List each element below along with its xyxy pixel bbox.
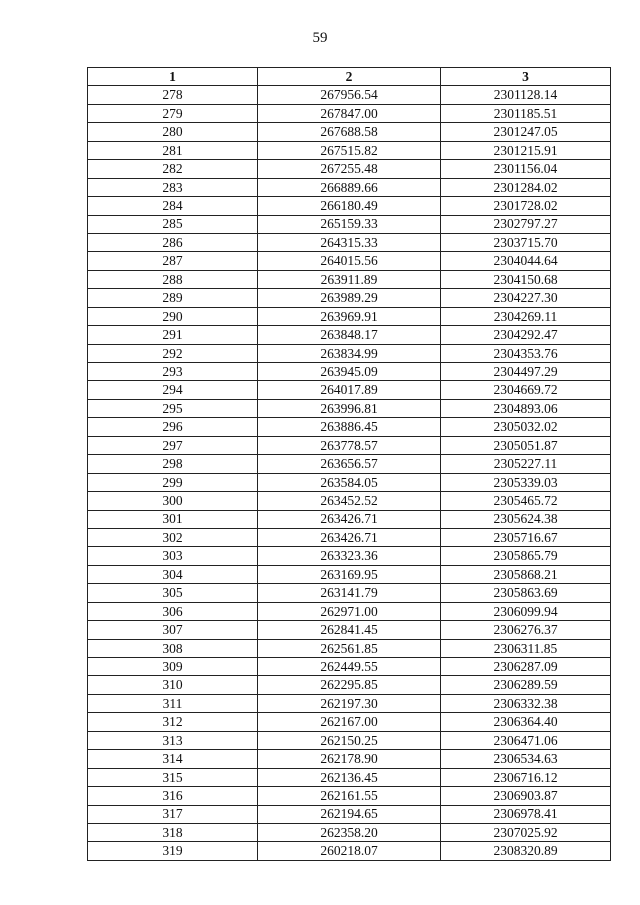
table-row <box>88 344 611 362</box>
cell-y-coordinate: 2305868.21 <box>441 565 611 583</box>
table-row <box>88 787 611 805</box>
cell-y-coordinate: 2306332.38 <box>441 694 611 712</box>
cell-x-coordinate: 264015.56 <box>258 252 441 270</box>
cell-point-number: 300 <box>88 492 258 510</box>
cell-point-number: 310 <box>88 676 258 694</box>
cell-y-coordinate: 2304150.68 <box>441 270 611 288</box>
cell-point-number: 282 <box>88 160 258 178</box>
table-row <box>88 658 611 676</box>
table-row <box>88 694 611 712</box>
table-row <box>88 768 611 786</box>
cell-x-coordinate: 263323.36 <box>258 547 441 565</box>
cell-y-coordinate: 2306978.41 <box>441 805 611 823</box>
table-row <box>88 197 611 215</box>
cell-x-coordinate: 262136.45 <box>258 768 441 786</box>
cell-y-coordinate: 2301128.14 <box>441 86 611 104</box>
cell-point-number: 308 <box>88 639 258 657</box>
cell-point-number: 293 <box>88 363 258 381</box>
table-row <box>88 713 611 731</box>
cell-y-coordinate: 2301728.02 <box>441 197 611 215</box>
cell-y-coordinate: 2301156.04 <box>441 160 611 178</box>
column-header-y: 3 <box>441 68 611 86</box>
cell-x-coordinate: 263141.79 <box>258 584 441 602</box>
column-header-x: 2 <box>258 68 441 86</box>
cell-x-coordinate: 262178.90 <box>258 750 441 768</box>
cell-point-number: 313 <box>88 731 258 749</box>
table-row <box>88 326 611 344</box>
table-row <box>88 363 611 381</box>
cell-point-number: 279 <box>88 104 258 122</box>
table-body <box>88 86 611 860</box>
cell-point-number: 283 <box>88 178 258 196</box>
cell-point-number: 281 <box>88 141 258 159</box>
cell-point-number: 298 <box>88 455 258 473</box>
table-row <box>88 381 611 399</box>
table-row <box>88 584 611 602</box>
table-row <box>88 473 611 491</box>
cell-x-coordinate: 263848.17 <box>258 326 441 344</box>
cell-point-number: 286 <box>88 233 258 251</box>
table-row <box>88 252 611 270</box>
table-row <box>88 104 611 122</box>
cell-y-coordinate: 2305716.67 <box>441 528 611 546</box>
cell-x-coordinate: 263886.45 <box>258 418 441 436</box>
cell-x-coordinate: 263834.99 <box>258 344 441 362</box>
cell-x-coordinate: 262295.85 <box>258 676 441 694</box>
cell-point-number: 314 <box>88 750 258 768</box>
table-row <box>88 455 611 473</box>
table-header-row <box>88 68 611 86</box>
table-row <box>88 123 611 141</box>
cell-point-number: 280 <box>88 123 258 141</box>
cell-y-coordinate: 2301215.91 <box>441 141 611 159</box>
cell-y-coordinate: 2306276.37 <box>441 621 611 639</box>
table-row <box>88 621 611 639</box>
cell-x-coordinate: 263169.95 <box>258 565 441 583</box>
cell-x-coordinate: 263996.81 <box>258 399 441 417</box>
cell-y-coordinate: 2305032.02 <box>441 418 611 436</box>
cell-point-number: 304 <box>88 565 258 583</box>
table-row <box>88 639 611 657</box>
cell-point-number: 290 <box>88 307 258 325</box>
cell-y-coordinate: 2304227.30 <box>441 289 611 307</box>
cell-y-coordinate: 2304669.72 <box>441 381 611 399</box>
cell-x-coordinate: 262841.45 <box>258 621 441 639</box>
cell-x-coordinate: 263584.05 <box>258 473 441 491</box>
cell-y-coordinate: 2304269.11 <box>441 307 611 325</box>
cell-x-coordinate: 263911.89 <box>258 270 441 288</box>
table-row <box>88 565 611 583</box>
cell-y-coordinate: 2304497.29 <box>441 363 611 381</box>
cell-y-coordinate: 2306099.94 <box>441 602 611 620</box>
cell-y-coordinate: 2305624.38 <box>441 510 611 528</box>
cell-point-number: 295 <box>88 399 258 417</box>
cell-y-coordinate: 2305051.87 <box>441 436 611 454</box>
cell-x-coordinate: 262971.00 <box>258 602 441 620</box>
cell-x-coordinate: 262561.85 <box>258 639 441 657</box>
cell-x-coordinate: 263969.91 <box>258 307 441 325</box>
cell-point-number: 288 <box>88 270 258 288</box>
table-row <box>88 418 611 436</box>
cell-y-coordinate: 2306534.63 <box>441 750 611 768</box>
cell-point-number: 309 <box>88 658 258 676</box>
cell-point-number: 306 <box>88 602 258 620</box>
cell-point-number: 303 <box>88 547 258 565</box>
table-row <box>88 289 611 307</box>
table-row <box>88 547 611 565</box>
cell-x-coordinate: 267956.54 <box>258 86 441 104</box>
table-row <box>88 86 611 104</box>
cell-x-coordinate: 263656.57 <box>258 455 441 473</box>
cell-y-coordinate: 2304044.64 <box>441 252 611 270</box>
table-row <box>88 805 611 823</box>
cell-x-coordinate: 267847.00 <box>258 104 441 122</box>
cell-x-coordinate: 263945.09 <box>258 363 441 381</box>
cell-y-coordinate: 2301247.05 <box>441 123 611 141</box>
cell-x-coordinate: 262150.25 <box>258 731 441 749</box>
cell-x-coordinate: 262197.30 <box>258 694 441 712</box>
cell-y-coordinate: 2301185.51 <box>441 104 611 122</box>
cell-point-number: 301 <box>88 510 258 528</box>
cell-x-coordinate: 267255.48 <box>258 160 441 178</box>
cell-x-coordinate: 267688.58 <box>258 123 441 141</box>
cell-point-number: 284 <box>88 197 258 215</box>
cell-y-coordinate: 2305865.79 <box>441 547 611 565</box>
cell-y-coordinate: 2306287.09 <box>441 658 611 676</box>
cell-y-coordinate: 2303715.70 <box>441 233 611 251</box>
cell-x-coordinate: 263778.57 <box>258 436 441 454</box>
cell-point-number: 289 <box>88 289 258 307</box>
cell-y-coordinate: 2301284.02 <box>441 178 611 196</box>
cell-point-number: 291 <box>88 326 258 344</box>
cell-point-number: 294 <box>88 381 258 399</box>
cell-x-coordinate: 263989.29 <box>258 289 441 307</box>
cell-point-number: 299 <box>88 473 258 491</box>
cell-point-number: 278 <box>88 86 258 104</box>
table-row <box>88 436 611 454</box>
table-row <box>88 528 611 546</box>
cell-point-number: 297 <box>88 436 258 454</box>
cell-y-coordinate: 2305339.03 <box>441 473 611 491</box>
table-row <box>88 399 611 417</box>
table-row <box>88 141 611 159</box>
table-row <box>88 602 611 620</box>
cell-x-coordinate: 262161.55 <box>258 787 441 805</box>
column-header-point: 1 <box>88 68 258 86</box>
cell-y-coordinate: 2305863.69 <box>441 584 611 602</box>
coordinates-table <box>87 67 611 861</box>
cell-point-number: 317 <box>88 805 258 823</box>
cell-y-coordinate: 2306903.87 <box>441 787 611 805</box>
table-row <box>88 270 611 288</box>
cell-point-number: 302 <box>88 528 258 546</box>
cell-y-coordinate: 2306364.40 <box>441 713 611 731</box>
cell-y-coordinate: 2304893.06 <box>441 399 611 417</box>
cell-x-coordinate: 265159.33 <box>258 215 441 233</box>
cell-y-coordinate: 2302797.27 <box>441 215 611 233</box>
cell-x-coordinate: 266889.66 <box>258 178 441 196</box>
cell-point-number: 316 <box>88 787 258 805</box>
cell-x-coordinate: 260218.07 <box>258 842 441 860</box>
cell-x-coordinate: 263426.71 <box>258 528 441 546</box>
page-number: 59 <box>312 30 328 46</box>
cell-y-coordinate: 2308320.89 <box>441 842 611 860</box>
table-row <box>88 731 611 749</box>
cell-x-coordinate: 262358.20 <box>258 823 441 841</box>
cell-y-coordinate: 2306716.12 <box>441 768 611 786</box>
cell-y-coordinate: 2307025.92 <box>441 823 611 841</box>
cell-x-coordinate: 262167.00 <box>258 713 441 731</box>
cell-x-coordinate: 263452.52 <box>258 492 441 510</box>
cell-point-number: 292 <box>88 344 258 362</box>
cell-point-number: 307 <box>88 621 258 639</box>
cell-y-coordinate: 2306471.06 <box>441 731 611 749</box>
table-row <box>88 233 611 251</box>
cell-point-number: 318 <box>88 823 258 841</box>
cell-x-coordinate: 263426.71 <box>258 510 441 528</box>
cell-x-coordinate: 267515.82 <box>258 141 441 159</box>
cell-point-number: 296 <box>88 418 258 436</box>
table-row <box>88 750 611 768</box>
table-row <box>88 215 611 233</box>
cell-point-number: 311 <box>88 694 258 712</box>
cell-y-coordinate: 2305465.72 <box>441 492 611 510</box>
cell-point-number: 312 <box>88 713 258 731</box>
cell-point-number: 315 <box>88 768 258 786</box>
cell-y-coordinate: 2306311.85 <box>441 639 611 657</box>
table-row <box>88 178 611 196</box>
cell-x-coordinate: 266180.49 <box>258 197 441 215</box>
cell-x-coordinate: 262449.55 <box>258 658 441 676</box>
cell-x-coordinate: 262194.65 <box>258 805 441 823</box>
table-row <box>88 307 611 325</box>
cell-point-number: 319 <box>88 842 258 860</box>
cell-point-number: 305 <box>88 584 258 602</box>
table-row <box>88 492 611 510</box>
table-row <box>88 823 611 841</box>
cell-y-coordinate: 2306289.59 <box>441 676 611 694</box>
cell-point-number: 285 <box>88 215 258 233</box>
cell-y-coordinate: 2304353.76 <box>441 344 611 362</box>
cell-x-coordinate: 264017.89 <box>258 381 441 399</box>
cell-x-coordinate: 264315.33 <box>258 233 441 251</box>
table-row <box>88 842 611 860</box>
cell-y-coordinate: 2305227.11 <box>441 455 611 473</box>
table-row <box>88 510 611 528</box>
cell-point-number: 287 <box>88 252 258 270</box>
table-row <box>88 676 611 694</box>
table-row <box>88 160 611 178</box>
cell-y-coordinate: 2304292.47 <box>441 326 611 344</box>
